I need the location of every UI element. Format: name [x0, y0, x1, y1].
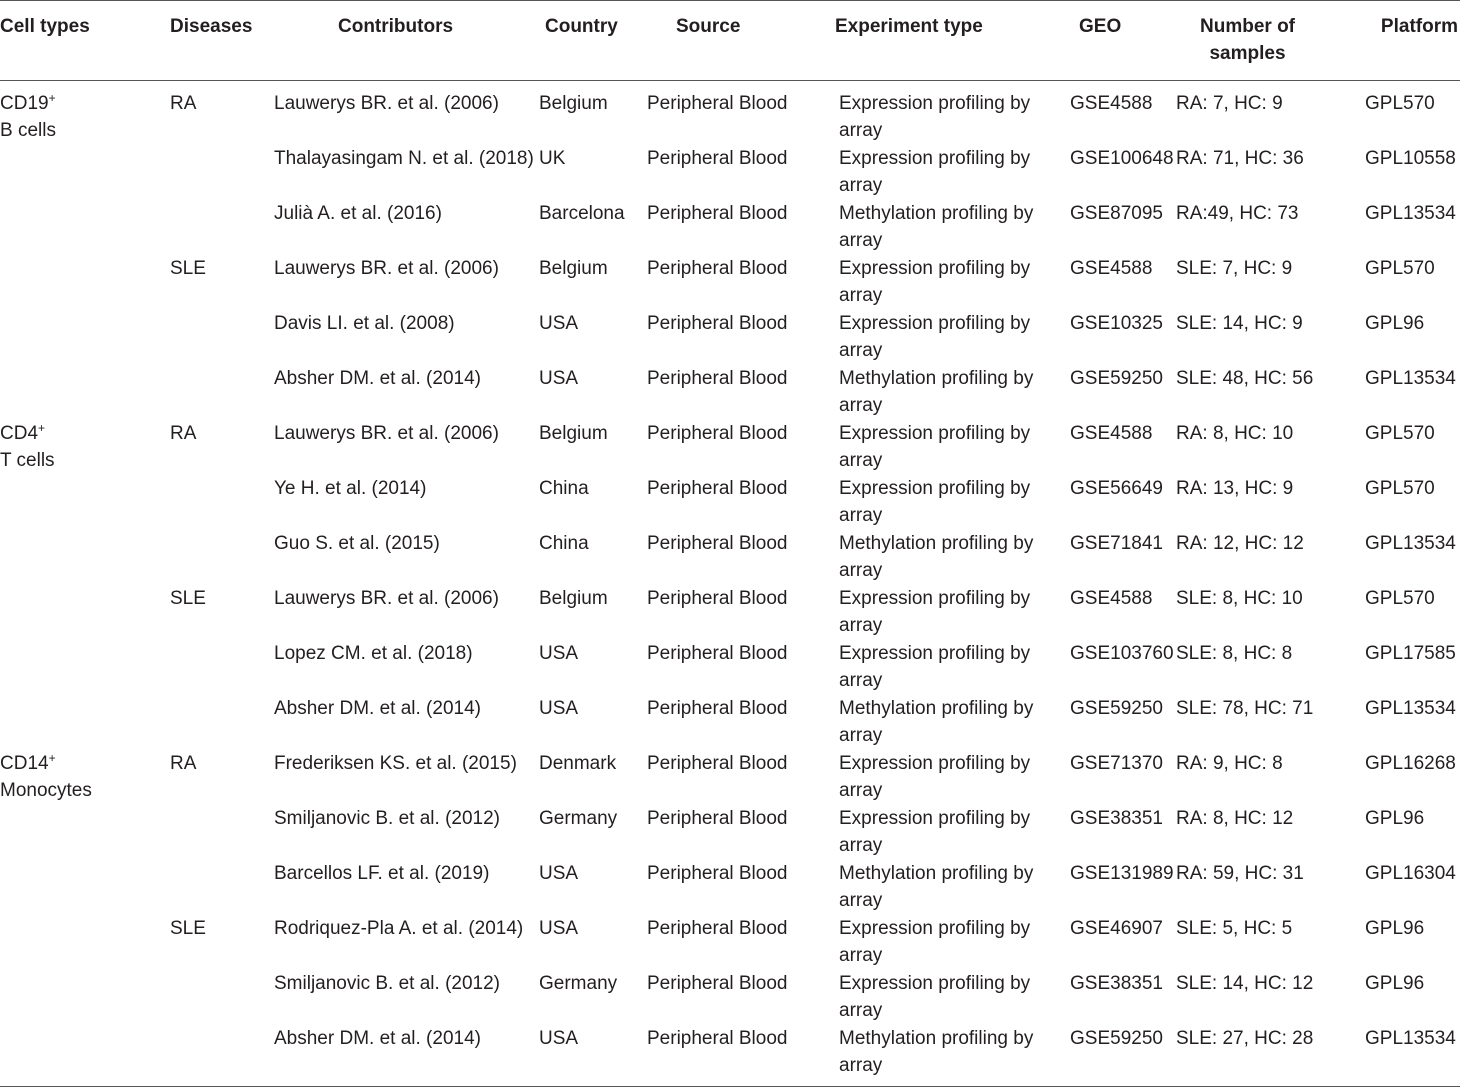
country: USA — [539, 368, 579, 389]
disease — [170, 970, 274, 1025]
table-row — [0, 475, 1460, 530]
disease: RA — [170, 423, 197, 444]
experiment-type: Methylation profiling by array — [839, 863, 1034, 912]
platform: GPL570 — [1365, 93, 1435, 114]
header-geo: GEO — [1079, 16, 1122, 37]
cell-type-sup: + — [48, 751, 56, 765]
geo-accession: GSE56649 — [1070, 478, 1163, 499]
disease: SLE — [170, 258, 206, 279]
cell-type — [0, 80, 170, 145]
disease: SLE — [170, 588, 206, 609]
disease: RA — [170, 753, 197, 774]
table-row — [0, 145, 1460, 200]
disease — [170, 1025, 274, 1080]
cell-type-marker: CD4 — [0, 423, 39, 444]
disease: RA — [170, 93, 197, 114]
cell-type-name: T cells — [0, 450, 55, 472]
sample-count: RA: 71, HC: 36 — [1176, 148, 1304, 169]
experiment-type: Expression profiling by array — [839, 313, 1031, 362]
experiment-type: Expression profiling by array — [839, 753, 1031, 802]
country: USA — [539, 918, 579, 939]
table-row — [0, 805, 1460, 860]
experiment-type: Expression profiling by array — [839, 643, 1031, 692]
experiment-type: Expression profiling by array — [839, 148, 1031, 197]
experiment-type: Expression profiling by array — [839, 588, 1031, 637]
cell-type — [0, 585, 170, 640]
sample-count: SLE: 14, HC: 9 — [1176, 313, 1303, 334]
contributors: Ye H. et al. (2014) — [274, 478, 427, 499]
cell-type-sup: + — [48, 91, 56, 105]
table-row — [0, 310, 1460, 365]
platform: GPL13534 — [1365, 368, 1456, 389]
disease — [170, 530, 274, 585]
platform: GPL570 — [1365, 588, 1435, 609]
cell-type — [0, 750, 170, 805]
geo-accession: GSE4588 — [1070, 423, 1153, 444]
sample-count: RA: 9, HC: 8 — [1176, 753, 1283, 774]
table-row — [0, 750, 1460, 805]
geo-accession: GSE71841 — [1070, 533, 1163, 554]
platform: GPL17585 — [1365, 643, 1456, 664]
geo-accession: GSE103760 — [1070, 643, 1174, 664]
platform: GPL96 — [1365, 918, 1425, 939]
country: Denmark — [539, 753, 617, 774]
country: UK — [539, 148, 566, 169]
header-row — [0, 0, 1460, 80]
country: USA — [539, 1028, 579, 1049]
cell-type-name: B cells — [0, 120, 56, 142]
country: USA — [539, 643, 579, 664]
source: Peripheral Blood — [647, 203, 788, 224]
sample-count: SLE: 14, HC: 12 — [1176, 973, 1314, 994]
source: Peripheral Blood — [647, 258, 788, 279]
sample-count: RA: 8, HC: 12 — [1176, 808, 1294, 829]
sample-count: SLE: 78, HC: 71 — [1176, 698, 1314, 719]
country: Belgium — [539, 588, 608, 609]
platform: GPL570 — [1365, 258, 1435, 279]
header-diseases: Diseases — [170, 16, 253, 37]
table-row — [0, 255, 1460, 310]
country: China — [539, 478, 589, 499]
table-row — [0, 1025, 1460, 1080]
contributors: Barcellos LF. et al. (2019) — [274, 863, 490, 884]
disease: SLE — [170, 918, 206, 939]
sample-count: RA: 7, HC: 9 — [1176, 93, 1283, 114]
platform: GPL96 — [1365, 313, 1425, 334]
geo-accession: GSE10325 — [1070, 313, 1163, 334]
table-row — [0, 970, 1460, 1025]
cell-type — [0, 475, 170, 530]
platform: GPL96 — [1365, 973, 1425, 994]
contributors: Lauwerys BR. et al. (2006) — [274, 423, 499, 444]
sample-count: SLE: 5, HC: 5 — [1176, 918, 1293, 939]
geo-accession: GSE71370 — [1070, 753, 1163, 774]
experiment-type: Methylation profiling by array — [839, 698, 1034, 747]
sample-count: SLE: 8, HC: 8 — [1176, 643, 1293, 664]
experiment-type: Methylation profiling by array — [839, 533, 1034, 582]
experiment-type: Methylation profiling by array — [839, 368, 1034, 417]
table-row — [0, 365, 1460, 420]
source: Peripheral Blood — [647, 973, 788, 994]
platform: GPL16304 — [1365, 863, 1456, 884]
header-platform: Platform — [1380, 16, 1458, 37]
country: Belgium — [539, 258, 608, 279]
source: Peripheral Blood — [647, 478, 788, 499]
header-source: Source — [676, 16, 741, 37]
source: Peripheral Blood — [647, 368, 788, 389]
platform: GPL13534 — [1365, 533, 1456, 554]
geo-accession: GSE4588 — [1070, 588, 1153, 609]
country: Belgium — [539, 93, 608, 114]
contributors: Absher DM. et al. (2014) — [274, 368, 481, 389]
cell-type-marker: CD19 — [0, 93, 49, 114]
country: China — [539, 533, 589, 554]
contributors: Smiljanovic B. et al. (2012) — [274, 973, 500, 994]
source: Peripheral Blood — [647, 588, 788, 609]
experiment-type: Expression profiling by array — [839, 973, 1031, 1022]
source: Peripheral Blood — [647, 918, 788, 939]
source: Peripheral Blood — [647, 808, 788, 829]
header-number-of-samples: Number of samples — [1200, 16, 1295, 64]
sample-count: RA: 12, HC: 12 — [1176, 533, 1304, 554]
geo-accession: GSE87095 — [1070, 203, 1163, 224]
cell-type — [0, 365, 170, 420]
cell-type — [0, 310, 170, 365]
experiment-type: Expression profiling by array — [839, 808, 1031, 857]
cell-type — [0, 420, 170, 475]
contributors: Lauwerys BR. et al. (2006) — [274, 588, 499, 609]
experiment-type: Methylation profiling by array — [839, 203, 1034, 252]
cell-type — [0, 915, 170, 970]
cell-type — [0, 695, 170, 750]
table-bottom-rule — [0, 1086, 1460, 1087]
experiment-type: Methylation profiling by array — [839, 1028, 1034, 1077]
source: Peripheral Blood — [647, 148, 788, 169]
country: Germany — [539, 808, 618, 829]
country: Belgium — [539, 423, 608, 444]
country: Barcelona — [539, 203, 625, 224]
contributors: Lauwerys BR. et al. (2006) — [274, 258, 499, 279]
experiment-type: Expression profiling by array — [839, 258, 1031, 307]
source: Peripheral Blood — [647, 1028, 788, 1049]
sample-count: RA: 8, HC: 10 — [1176, 423, 1294, 444]
sample-count: SLE: 7, HC: 9 — [1176, 258, 1293, 279]
geo-accession: GSE4588 — [1070, 93, 1153, 114]
table-row — [0, 640, 1460, 695]
contributors: Rodriquez-Pla A. et al. (2014) — [274, 918, 524, 939]
cell-type-marker: CD14 — [0, 753, 49, 774]
header-experiment-type: Experiment type — [835, 16, 983, 37]
contributors: Smiljanovic B. et al. (2012) — [274, 808, 500, 829]
disease — [170, 475, 274, 530]
cell-type-name: Monocytes — [0, 780, 92, 802]
platform: GPL16268 — [1365, 753, 1456, 774]
source: Peripheral Blood — [647, 93, 788, 114]
cell-type — [0, 860, 170, 915]
sample-count: SLE: 48, HC: 56 — [1176, 368, 1314, 389]
table-row — [0, 860, 1460, 915]
source: Peripheral Blood — [647, 863, 788, 884]
source: Peripheral Blood — [647, 753, 788, 774]
geo-accession: GSE59250 — [1070, 698, 1163, 719]
source: Peripheral Blood — [647, 533, 788, 554]
disease — [170, 640, 274, 695]
experiment-type: Expression profiling by array — [839, 478, 1031, 527]
cell-type-sup: + — [38, 421, 46, 435]
sample-count: RA: 59, HC: 31 — [1176, 863, 1304, 884]
platform: GPL570 — [1365, 478, 1435, 499]
cell-type — [0, 145, 170, 200]
cell-type — [0, 640, 170, 695]
cell-type — [0, 1025, 170, 1080]
cell-type — [0, 970, 170, 1025]
cell-type — [0, 200, 170, 255]
table-row — [0, 420, 1460, 475]
sample-count: SLE: 27, HC: 28 — [1176, 1028, 1314, 1049]
disease — [170, 310, 274, 365]
geo-accession: GSE38351 — [1070, 808, 1163, 829]
contributors: Absher DM. et al. (2014) — [274, 698, 481, 719]
table-row — [0, 585, 1460, 640]
contributors: Lauwerys BR. et al. (2006) — [274, 93, 499, 114]
contributors: Guo S. et al. (2015) — [274, 533, 440, 554]
disease — [170, 145, 274, 200]
contributors: Davis LI. et al. (2008) — [274, 313, 455, 334]
platform: GPL570 — [1365, 423, 1435, 444]
cell-type — [0, 805, 170, 860]
table-row — [0, 915, 1460, 970]
cell-type — [0, 255, 170, 310]
contributors: Frederiksen KS. et al. (2015) — [274, 753, 517, 774]
country: USA — [539, 863, 579, 884]
header-country: Country — [545, 16, 618, 37]
disease — [170, 860, 274, 915]
platform: GPL13534 — [1365, 203, 1456, 224]
disease — [170, 200, 274, 255]
cell-type — [0, 530, 170, 585]
geo-accession: GSE59250 — [1070, 1028, 1163, 1049]
sample-count: RA:49, HC: 73 — [1176, 203, 1299, 224]
platform: GPL96 — [1365, 808, 1425, 829]
source: Peripheral Blood — [647, 423, 788, 444]
experiment-type: Expression profiling by array — [839, 423, 1031, 472]
table-row — [0, 200, 1460, 255]
country: USA — [539, 313, 579, 334]
geo-accession: GSE59250 — [1070, 368, 1163, 389]
country: USA — [539, 698, 579, 719]
header-contributors: Contributors — [338, 16, 454, 37]
table-row — [0, 530, 1460, 585]
disease — [170, 695, 274, 750]
source: Peripheral Blood — [647, 313, 788, 334]
experiment-type: Expression profiling by array — [839, 918, 1031, 967]
source: Peripheral Blood — [647, 698, 788, 719]
table-row — [0, 695, 1460, 750]
geo-accession: GSE100648 — [1070, 148, 1174, 169]
experiment-type: Expression profiling by array — [839, 93, 1031, 142]
platform: GPL13534 — [1365, 1028, 1456, 1049]
geo-accession: GSE46907 — [1070, 918, 1163, 939]
header-cell-types: Cell types — [0, 16, 90, 37]
geo-accession: GSE131989 — [1070, 863, 1174, 884]
disease — [170, 365, 274, 420]
contributors: Thalayasingam N. et al. (2018) — [274, 148, 534, 169]
country: Germany — [539, 973, 618, 994]
contributors: Julià A. et al. (2016) — [274, 203, 442, 224]
table-row — [0, 80, 1460, 145]
source: Peripheral Blood — [647, 643, 788, 664]
contributors: Absher DM. et al. (2014) — [274, 1028, 481, 1049]
platform: GPL10558 — [1365, 148, 1456, 169]
geo-accession: GSE4588 — [1070, 258, 1153, 279]
sample-count: RA: 13, HC: 9 — [1176, 478, 1294, 499]
geo-accession: GSE38351 — [1070, 973, 1163, 994]
contributors: Lopez CM. et al. (2018) — [274, 643, 473, 664]
sample-count: SLE: 8, HC: 10 — [1176, 588, 1303, 609]
platform: GPL13534 — [1365, 698, 1456, 719]
disease — [170, 805, 274, 860]
